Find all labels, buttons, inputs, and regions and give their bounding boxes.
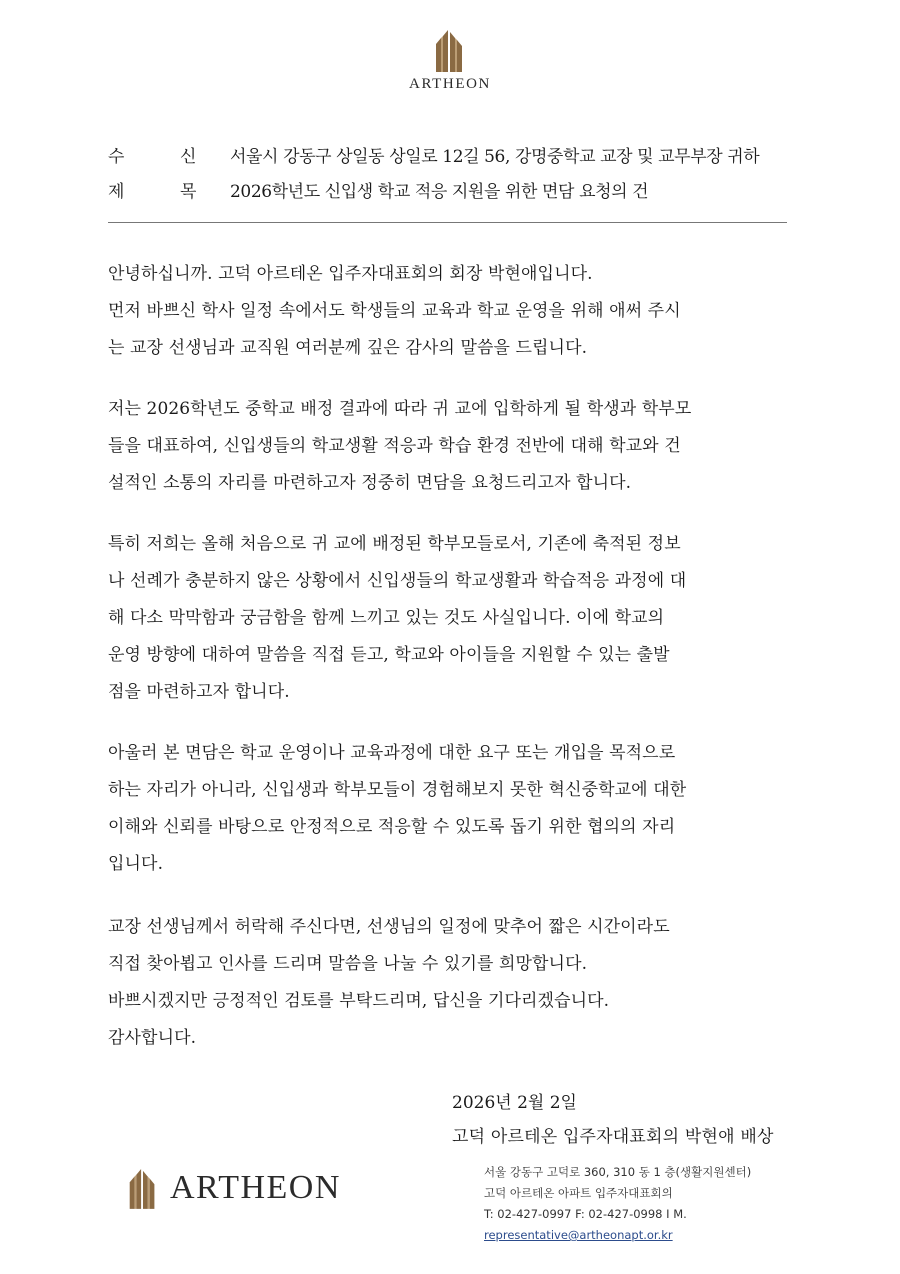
body-line: 먼저 바쁘신 학사 일정 속에서도 학생들의 교육과 학교 운영을 위해 애써 주시 — [108, 301, 681, 321]
contact-email-link[interactable]: representative@artheonapt.or.kr — [484, 1228, 673, 1242]
body-line: 특히 저희는 올해 처음으로 귀 교에 배정된 학부모들로서, 기존에 축적된 정보 — [108, 534, 681, 554]
contact-block — [484, 1162, 751, 1246]
recipient-label-1: 수 — [108, 147, 125, 167]
paragraph-background — [108, 526, 798, 711]
contact-address: 서울 강동구 고덕로 360, 310 동 1 층(생활지원센터) — [484, 1165, 752, 1179]
subject-label-2: 목 — [180, 182, 197, 202]
recipient-label-2: 신 — [180, 147, 197, 167]
body-line: 하는 자리가 아니라, 신입생과 학부모들이 경험해보지 못한 혁신중학교에 대한 — [108, 780, 687, 800]
body-line: 점을 마련하고자 합니다. — [108, 682, 290, 702]
subject-label-1: 제 — [108, 182, 125, 202]
body-line: 는 교장 선생님과 교직원 여러분께 깊은 감사의 말씀을 드립니다. — [108, 338, 588, 358]
signature-date: 2026년 2월 2일 — [452, 1093, 577, 1113]
contact-phone: T: 02-427-0997 F: 02-427-0998 I M. — [484, 1207, 687, 1221]
body-line: 저는 2026학년도 중학교 배정 결과에 따라 귀 교에 입학하게 될 학생과 학부모 — [108, 399, 692, 419]
top-logo-wordmark: ARTHEON — [409, 76, 491, 92]
body-line: 안녕하십니까. 고덕 아르테온 입주자대표회의 회장 박현애입니다. — [108, 264, 593, 284]
body-line: 들을 대표하여, 신입생들의 학교생활 적응과 학습 환경 전반에 대해 학교와 건 — [108, 436, 681, 456]
subject-value: 2026학년도 신입생 학교 적응 지원을 위한 면담 요청의 건 — [230, 182, 649, 202]
top-logo — [0, 28, 900, 93]
body-line: 운영 방향에 대하여 말씀을 직접 듣고, 학교와 아이들을 지원할 수 있는 출발 — [108, 645, 670, 665]
body-line: 아울러 본 면담은 학교 운영이나 교육과정에 대한 요구 또는 개입을 목적으로 — [108, 743, 676, 763]
footer-logo-wordmark: ARTHEON — [170, 1169, 341, 1206]
recipient-value: 서울시 강동구 상일동 상일로 12길 56, 강명중학교 교장 및 교무부장 귀하 — [230, 147, 760, 167]
paragraph-greeting — [108, 256, 798, 367]
footer-logo — [124, 1166, 341, 1210]
body-line: 교장 선생님께서 허락해 주신다면, 선생님의 일정에 맞추어 짧은 시간이라도 — [108, 917, 670, 937]
body-line: 해 다소 막막함과 궁금함을 함께 느끼고 있는 것도 사실입니다. 이에 학교의 — [108, 608, 665, 628]
body-line: 설적인 소통의 자리를 마련하고자 정중히 면담을 요청드리고자 합니다. — [108, 473, 632, 493]
artheon-emblem-icon — [124, 1167, 162, 1209]
paragraph-purpose — [108, 735, 798, 883]
recipient-row — [108, 142, 808, 170]
body-line: 직접 찾아뵙고 인사를 드리며 말씀을 나눌 수 있기를 희망합니다. — [108, 954, 588, 974]
signature-name: 고덕 아르테온 입주자대표회의 박현애 배상 — [452, 1127, 774, 1147]
body-line: 감사합니다. — [108, 1028, 197, 1048]
body-line: 입니다. — [108, 854, 164, 874]
artheon-emblem-icon — [430, 28, 470, 72]
body-line: 이해와 신뢰를 바탕으로 안정적으로 적응할 수 있도록 돕기 위한 협의의 자리 — [108, 817, 676, 837]
header-divider — [108, 222, 787, 223]
contact-organization: 고덕 아르테온 아파트 입주자대표회의 — [484, 1186, 673, 1200]
body-line: 나 선례가 충분하지 않은 상황에서 신입생들의 학교생활과 학습적응 과정에 대 — [108, 571, 687, 591]
paragraph-request — [108, 391, 798, 502]
paragraph-closing — [108, 909, 798, 1057]
subject-row — [108, 177, 808, 205]
body-line: 바쁘시겠지만 긍정적인 검토를 부탁드리며, 답신을 기다리겠습니다. — [108, 991, 610, 1011]
